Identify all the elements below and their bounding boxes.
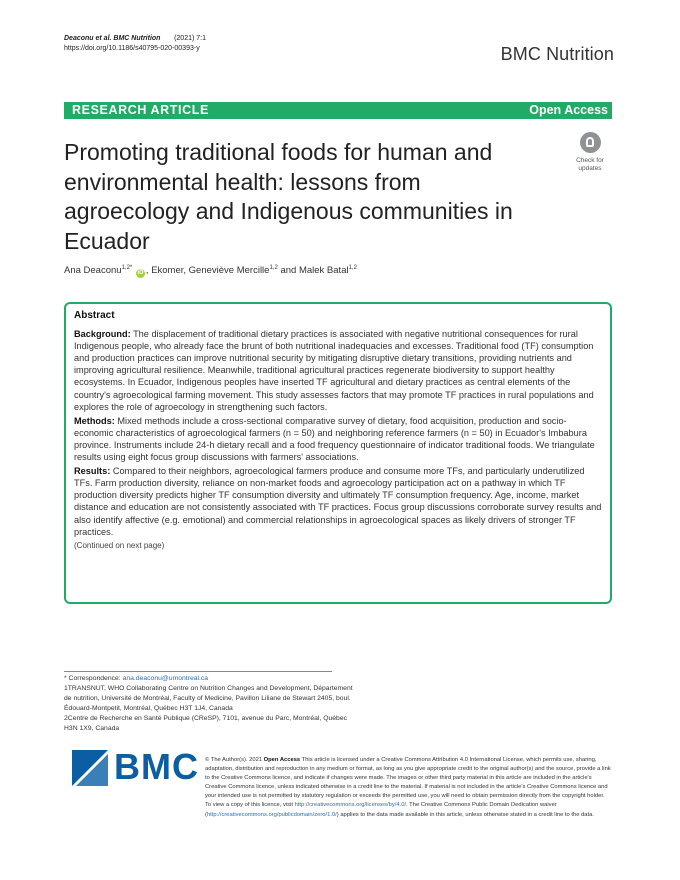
bmc-logo-icon	[72, 750, 108, 786]
abstract-heading: Abstract	[74, 310, 115, 321]
author-name[interactable]: Ekomer, Geneviève Mercille	[151, 265, 270, 277]
abstract-results: Results: Compared to their neighbors, agroecological farmers produce and consume more TFs, and particularly underutilized TFs. Farm production diversity, reliance on non-market foods and agroecology participation act on a pathway in which TF production diversity predicts higher TF consumption diversity and ultimately TF consumption frequency. Age, income, market distance and education are not consistently associated with TF practices. Focus group discussions corroborate survey results and also identify affective (e.g. emotional) and commercial relationships in agroecological spaces as likely drivers of stronger TF practices.	[74, 466, 602, 537]
open-access-label: Open Access	[529, 103, 608, 117]
footnote-divider	[64, 671, 332, 672]
continued-note: (Continued on next page)	[74, 540, 165, 550]
author-list: Ana Deaconu$^{1,2*}$ iD , Ekomer, Geneviève Mercille$^{1,2}$ and Malek Batal$^{1,2}$	[64, 265, 357, 277]
public-domain-link[interactable]: http://creativecommons.org/publicdomain/zero/1.0/	[206, 811, 337, 818]
affiliation-1: 1TRANSNUT, WHO Collaborating Centre on Nutrition Changes and Development, Département de nutrition, Université de Montréal, Faculty of Medicine, Pavillon Liliane de Stewart 2405, boul. Édouard-Montpetit, Montréal, Québec H3T 1J4, Canada	[64, 685, 353, 712]
abstract-methods: Methods: Mixed methods include a cross-sectional comparative survey of dietary, food acquisition, production and socio-economic characteristics of agroecological farmers (n = 50) and neighboring reference farmers (n = 50) in Ecuador's Imbabura province. Instruments include 24-h dietary recall and a food frequency questionnaire of indicator traditional foods. We triangulate results using eight focus group discussions with farmers' associations.	[74, 415, 595, 463]
abstract-box	[64, 302, 612, 604]
abstract-background: Background: The displacement of traditional dietary practices is associated with negative nutritional consequences for rural Indigenous people, who already face the brunt of both nutritional inadequacies and excesses. Traditional food (TF) consumption and production practices can improve nutritional security by mitigating disruptive dietary transitions, providing nutrients and improving agricultural resilience. Meanwhile, traditional agricultural practices regenerate biodiversity to support healthy ecosystems. In Ecuador, Indigenous peoples have inserted TF agricultural and dietary practices as central elements of the country's agroecological farming movement. This study assesses factors that may promote TF practices in rural populations and explores the role of agroecology in strengthening such factors.	[74, 329, 594, 412]
author-affiliation: 1,2	[269, 265, 278, 271]
affiliation-2: 2Centre de Recherche en Santé Publique (CReSP), 7101, avenue du Parc, Montréal, Québec H3N 1X9, Canada	[64, 715, 347, 732]
license-text: © The Author(s). 2021 Open Access This article is licensed under a Creative Commons Attribution 4.0 International License, which permits use, sharing, adaptation, distribution and reproduction in any medium or format, as long as you give appropriate credit to the original author(s) and the source, provide a link to the Creative Commons licence, and indicate if changes were made. The images or other third party material in this article are included in the article's Creative Commons licence, unless indicated otherwise in a credit line to the material. If material is not included in the article's Creative Commons licence and your intended use is not permitted by statutory regulation or exceeds the permitted use, you will need to obtain permission directly from the copyright holder. To view a copy of this licence, visit http://creativecommons.org/licenses/by/4.0/. The Creative Commons Public Domain Dedication waiver (http://creativecommons.org/publicdomain/zero/1.0/) applies to the data made available in this article, unless otherwise stated in a credit line to the data.	[205, 757, 611, 818]
license-link[interactable]: http://creativecommons.org/licenses/by/4.0/	[294, 802, 407, 809]
check-updates-icon	[580, 132, 601, 153]
bmc-logo-text: BMC	[114, 746, 199, 787]
check-for-updates-button[interactable]	[568, 130, 612, 178]
article-type: RESEARCH ARTICLE	[72, 103, 209, 117]
author-affiliation: 1,2	[348, 265, 357, 271]
author-name[interactable]: Ana Deaconu	[64, 265, 122, 277]
citation-volume: (2021) 7:1	[174, 35, 206, 42]
check-updates-label: Check for updates	[576, 157, 604, 172]
footnotes	[64, 674, 354, 734]
journal-name: BMC Nutrition	[500, 44, 614, 64]
article-banner	[64, 102, 612, 119]
author-name[interactable]: Malek Batal	[298, 265, 349, 277]
citation-block	[64, 34, 206, 54]
author-affiliation: 1,2*	[121, 265, 133, 271]
correspondence: * Correspondence: ana.deaconu@umontreal.ca	[64, 675, 209, 682]
doi-link[interactable]: https://doi.org/10.1186/s40795-020-00393-y	[64, 45, 200, 52]
correspondence-email[interactable]: ana.deaconu@umontreal.ca	[122, 675, 209, 682]
citation-journal: Deaconu et al. BMC Nutrition	[64, 35, 161, 42]
bmc-logo	[72, 746, 199, 787]
article-title: Promoting traditional foods for human and environmental health: lessons from agroecology and Indigenous communities in Ecuador	[64, 139, 513, 254]
orcid-icon[interactable]: iD	[137, 270, 144, 277]
